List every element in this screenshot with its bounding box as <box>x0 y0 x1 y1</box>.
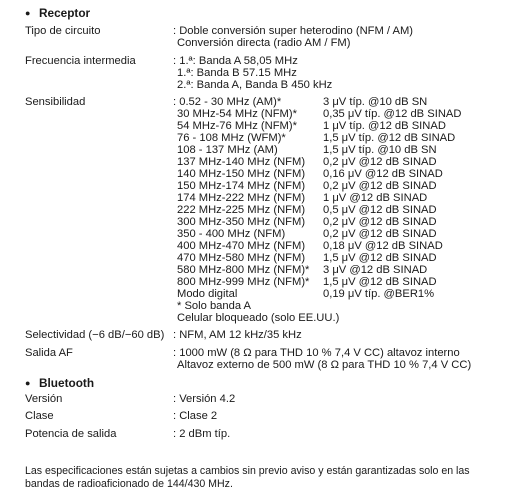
sens-range-15: 800 MHz-999 MHz (NFM)* <box>177 276 310 288</box>
receptor-heading-text: Receptor <box>39 6 91 20</box>
tipo-circuito-value-1: : Doble conversión super heterodino (NFM / AM) <box>173 25 414 37</box>
sens-value-11: 0,2 μV @12 dB SINAD <box>323 228 437 240</box>
tipo-circuito-label: Tipo de circuito <box>25 25 101 37</box>
sens-note-2: Celular bloqueado (solo EE.UU.) <box>177 312 340 324</box>
sens-note-1: * Solo banda A <box>177 300 252 312</box>
frecuencia-intermedia-value-2: 1.ª: Banda B 57.15 MHz <box>177 67 297 79</box>
sens-range-0: : 0.52 - 30 MHz (AM)* <box>173 96 282 108</box>
sens-value-0: 3 μV típ. @10 dB SN <box>323 96 428 108</box>
potencia-value: : 2 dBm típ. <box>173 428 231 440</box>
salida-af-value-1: : 1000 mW (8 Ω para THD 10 % 7,4 V CC) altavoz interno <box>173 347 460 359</box>
sens-value-7: 0,2 μV @12 dB SINAD <box>323 180 437 192</box>
sens-range-12: 400 MHz-470 MHz (NFM) <box>177 240 306 252</box>
sens-value-16: 0,19 μV típ. @BER1% <box>323 288 435 300</box>
sens-range-2: 54 MHz-76 MHz (NFM)* <box>177 120 297 132</box>
version-label: Versión <box>25 393 63 405</box>
sens-value-14: 3 μV @12 dB SINAD <box>323 264 428 276</box>
frecuencia-intermedia-label: Frecuencia intermedia <box>25 55 136 67</box>
frecuencia-intermedia-value-1: : 1.ª: Banda A 58,05 MHz <box>173 55 298 67</box>
bluetooth-heading <box>25 377 94 389</box>
sens-value-15: 1,5 μV @12 dB SINAD <box>323 276 437 288</box>
sens-range-4: 108 - 137 MHz (AM) <box>177 144 278 156</box>
sens-value-5: 0,2 μV @12 dB SINAD <box>323 156 437 168</box>
clase-label: Clase <box>25 410 54 422</box>
sens-range-3: 76 - 108 MHz (WFM)* <box>177 132 286 144</box>
potencia-label: Potencia de salida <box>25 428 117 440</box>
bluetooth-heading-text: Bluetooth <box>39 376 95 390</box>
salida-af-label: Salida AF <box>25 347 73 359</box>
selectividad-value: : NFM, AM 12 kHz/35 kHz <box>173 329 302 341</box>
sens-range-7: 150 MHz-174 MHz (NFM) <box>177 180 306 192</box>
bullet-icon: ● <box>25 378 31 388</box>
clase-value: : Clase 2 <box>173 410 218 422</box>
sens-value-2: 1 μV típ. @12 dB SINAD <box>323 120 446 132</box>
sensibilidad-label: Sensibilidad <box>25 96 86 108</box>
sens-range-6: 140 MHz-150 MHz (NFM) <box>177 168 306 180</box>
sens-value-10: 0,2 μV @12 dB SINAD <box>323 216 437 228</box>
sens-value-3: 1,5 μV típ. @12 dB SINAD <box>323 132 456 144</box>
version-value: : Versión 4.2 <box>173 393 236 405</box>
sens-range-1: 30 MHz-54 MHz (NFM)* <box>177 108 297 120</box>
sens-range-10: 300 MHz-350 MHz (NFM) <box>177 216 306 228</box>
footnote: Las especificaciones están sujetas a cambios sin previo aviso y están garantizadas solo en las bandas de radioaficionado de 144/430 MHz. <box>25 465 470 490</box>
sens-value-9: 0,5 μV @12 dB SINAD <box>323 204 437 216</box>
sens-value-1: 0,35 μV típ. @12 dB SINAD <box>323 108 462 120</box>
sens-value-13: 1,5 μV @12 dB SINAD <box>323 252 437 264</box>
sens-range-8: 174 MHz-222 MHz (NFM) <box>177 192 306 204</box>
bullet-icon: ● <box>25 8 31 18</box>
sens-range-5: 137 MHz-140 MHz (NFM) <box>177 156 306 168</box>
sens-value-4: 1,5 μV típ. @10 dB SN <box>323 144 437 156</box>
receptor-heading <box>25 7 90 19</box>
frecuencia-intermedia-value-3: 2.ª: Banda A, Banda B 450 kHz <box>177 79 333 91</box>
sens-value-12: 0,18 μV @12 dB SINAD <box>323 240 443 252</box>
sens-range-11: 350 - 400 MHz (NFM) <box>177 228 286 240</box>
sens-value-6: 0,16 μV @12 dB SINAD <box>323 168 443 180</box>
sens-range-16: Modo digital <box>177 288 238 300</box>
selectividad-label: Selectividad (−6 dB/−60 dB) <box>25 329 165 341</box>
sens-range-13: 470 MHz-580 MHz (NFM) <box>177 252 306 264</box>
tipo-circuito-value-2: Conversión directa (radio AM / FM) <box>177 37 351 49</box>
sens-value-8: 1 μV @12 dB SINAD <box>323 192 428 204</box>
sens-range-9: 222 MHz-225 MHz (NFM) <box>177 204 306 216</box>
sens-range-14: 580 MHz-800 MHz (NFM)* <box>177 264 310 276</box>
salida-af-value-2: Altavoz externo de 500 mW (8 Ω para THD 10 % 7,4 V CC) <box>177 359 472 371</box>
